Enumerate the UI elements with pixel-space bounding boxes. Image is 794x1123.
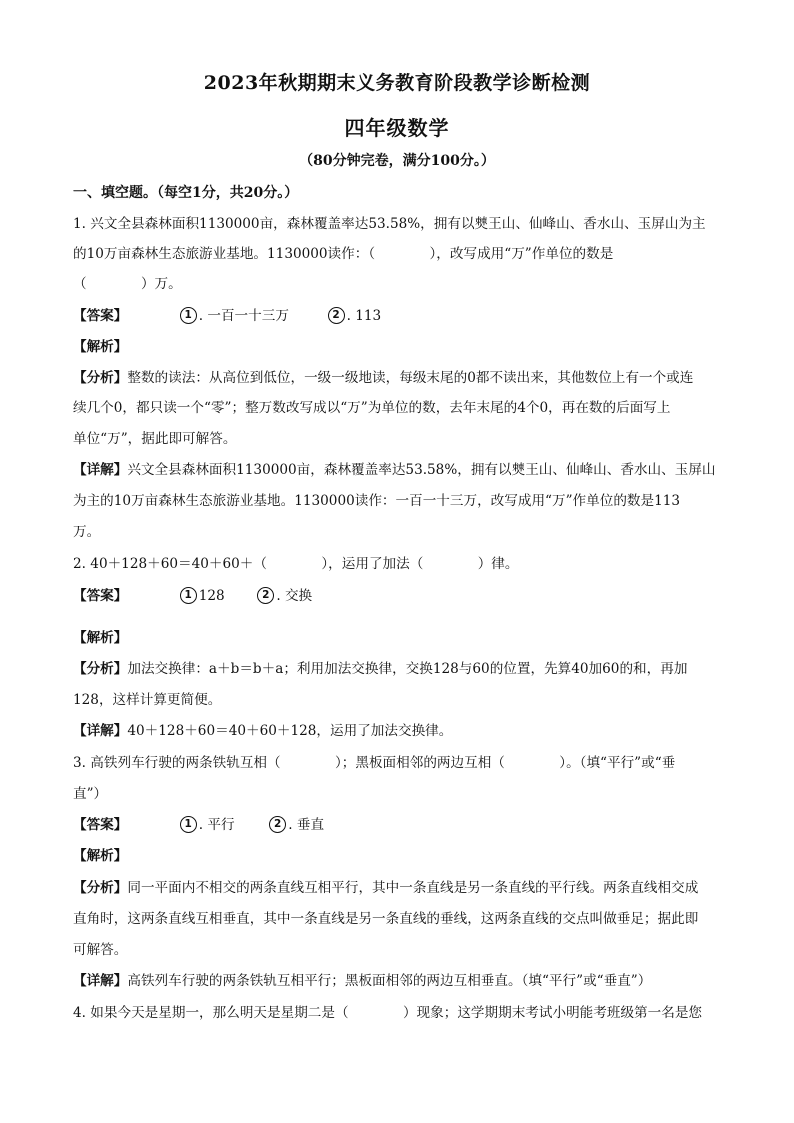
detail-label: 【详解】 [73,723,128,739]
q1-detail-2: 为主的10万亩森林生态旅游业基地。1130000读作：一百一十三万，改写成用“万”作单位的数是113 [73,493,681,509]
q1-answer-row [73,306,719,326]
q3-line2: 直”） [73,786,108,802]
q1-fenxi-text-1: 整数的读法：从高位到低位，一级一级地读，每级末尾的0都不读出来，其他数位上有一个或连 [127,370,694,386]
circled-number: 2 [328,307,345,324]
analysis-label: 【解析】 [73,848,128,864]
detail-label: 【详解】 [73,973,128,989]
q1-fenxi-1 [73,368,719,388]
analysis-label: 【解析】 [73,630,128,646]
q3-analysis-head [73,846,719,866]
circled-number: 2 [269,816,286,833]
exam-title: 2023年秋期期末义务教育阶段教学诊断检测 [203,72,591,94]
q2-fenxi-2: 128，这样计算更简便。 [73,692,222,708]
q1-answer-2: . 113 [346,308,382,324]
q3-answer-2: . 垂直 [288,817,325,833]
fenxi-label: 【分析】 [73,661,128,677]
exam-subtitle: 四年级数学 [344,116,450,140]
circled-number: 1 [180,307,197,324]
q3-fenxi-2: 直角时，这两条直线互相垂直，其中一条直线是另一条直线的垂线，这两条直线的交点叫做垂足；据此即 [73,911,699,927]
q3-fenxi-text-1: 同一平面内不相交的两条直线互相平行，其中一条直线是另一条直线的平行线。两条直线相交成 [127,880,699,896]
q2-fenxi-text-1: 加法交换律：a＋b＝b＋a；利用加法交换律，交换128与60的位置，先算40加60的和，再加 [127,661,688,677]
q1-detail-1 [73,460,719,480]
section-heading: 一、填空题。（每空1分，共20分。） [73,185,299,201]
fenxi-label: 【分析】 [73,880,128,896]
q3-answer-row [73,815,719,835]
q2-analysis-head [73,628,719,648]
q2-answer-1: 128 [198,588,225,604]
q3-detail-1 [73,971,719,991]
q2-answer-2: . 交换 [276,588,313,604]
q3-detail-text-1: 高铁列车行驶的两条铁轨互相平行；黑板面相邻的两边互相垂直。（填“平行”或“垂直”） [127,973,652,989]
q3-line1: 3. 高铁列车行驶的两条铁轨互相（ ）；黑板面相邻的两边互相（ ）。（填“平行”或“垂 [73,755,676,771]
q3-fenxi-1 [73,878,719,898]
q1-detail-text-1: 兴文全县森林面积1130000亩，森林覆盖率达53.58%，拥有以僰王山、仙峰山、香水山、玉屏山 [127,462,716,478]
q2-detail-1 [73,721,719,741]
detail-label: 【详解】 [73,462,128,478]
exam-note: （80分钟完卷，满分100分。） [299,153,495,169]
q2-answer-row [73,586,719,606]
q3-fenxi-3: 可解答。 [73,942,128,958]
fenxi-label: 【分析】 [73,370,128,386]
q1-line2: 的10万亩森林生态旅游业基地。1130000读作：（ ），改写成用“万”作单位的数是 [73,246,614,262]
analysis-label: 【解析】 [73,339,128,355]
q2-line1: 2. 40＋128＋60＝40＋60＋（ ），运用了加法（ ）律。 [73,556,519,572]
q1-analysis-head [73,337,719,357]
answer-label: 【答案】 [73,817,128,833]
q1-line1: 1. 兴文全县森林面积1130000亩，森林覆盖率达53.58%，拥有以僰王山、仙峰山、香水山、玉屏山为主 [73,216,706,232]
circled-number: 2 [257,587,274,604]
q1-answer-1: . 一百一十三万 [198,308,289,324]
q3-answer-1: . 平行 [198,817,235,833]
q1-fenxi-3: 单位“万”，据此即可解答。 [73,431,237,447]
circled-number: 1 [180,816,197,833]
circled-number: 1 [180,587,197,604]
answer-label: 【答案】 [73,588,128,604]
q1-line3: （ ）万。 [73,276,182,292]
q2-fenxi-1 [73,659,719,679]
q1-fenxi-2: 续几个0，都只读一个“零”；整万数改写成以“万”为单位的数，去年末尾的4个0，再在数的后面写上 [73,400,671,416]
q2-detail-text-1: 40＋128＋60＝40＋60＋128，运用了加法交换律。 [127,723,453,739]
q4-line1: 4. 如果今天是星期一，那么明天是星期二是（ ）现象；这学期期末考试小明能考班级第一名是您 [73,1005,703,1021]
answer-label: 【答案】 [73,308,128,324]
q1-detail-3: 万。 [73,524,101,540]
